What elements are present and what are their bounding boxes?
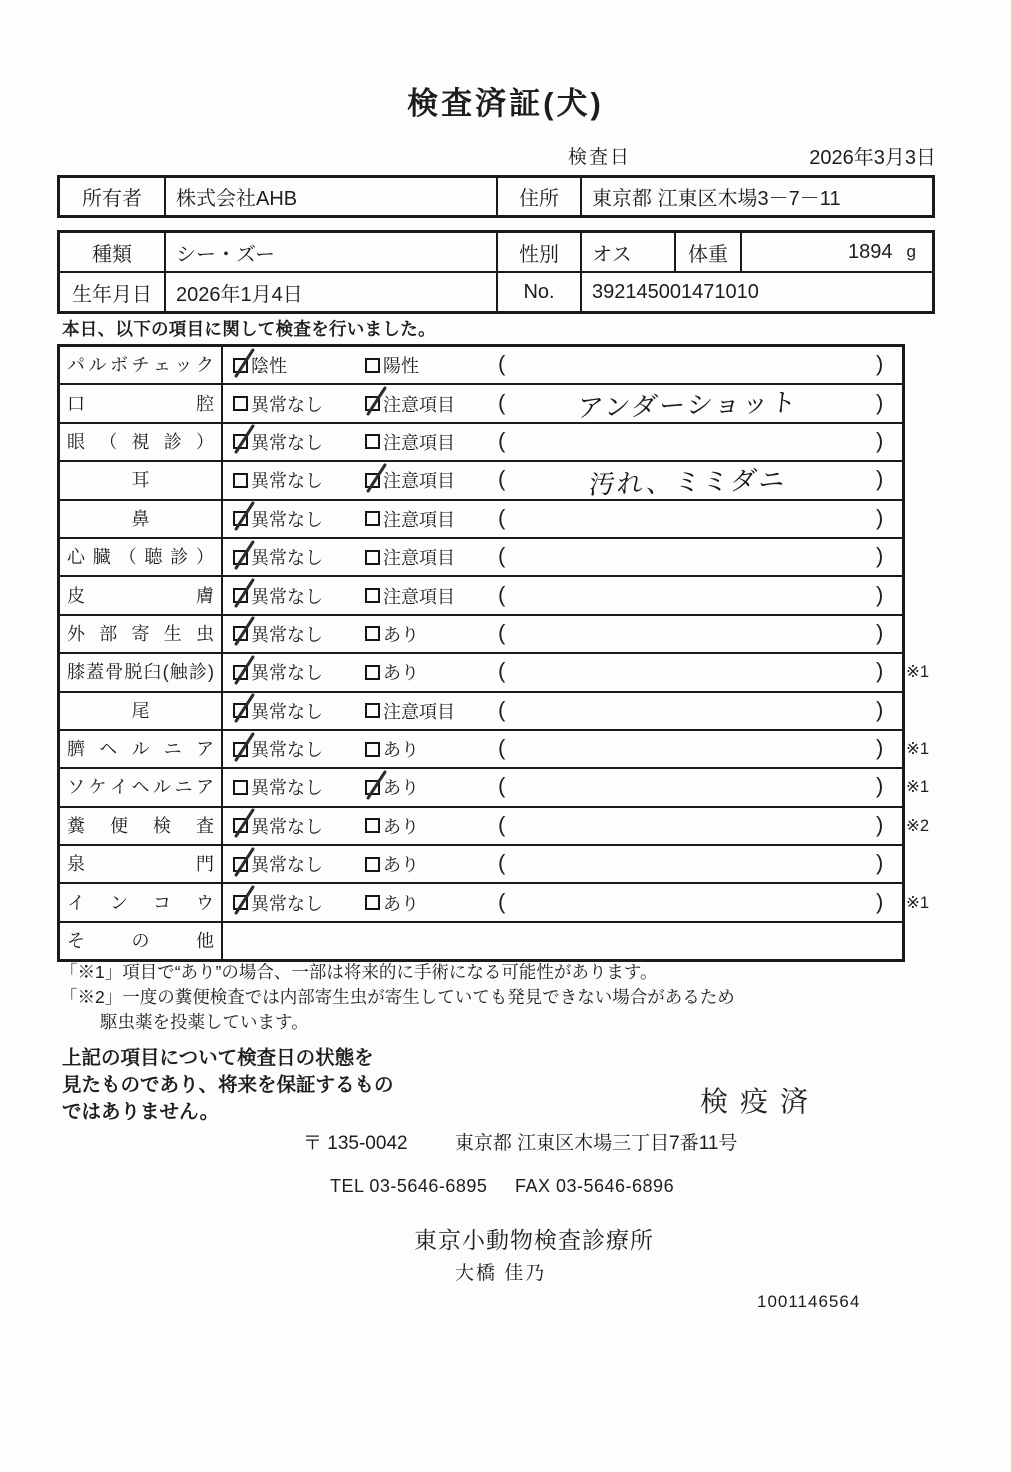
quarantine-stamp: 検疫済 xyxy=(700,1086,821,1117)
birthdate-value: 2026年1月4日 xyxy=(166,273,498,311)
exam-row xyxy=(60,539,902,577)
exam-option xyxy=(233,654,323,690)
exam-option xyxy=(233,577,323,613)
exam-option xyxy=(233,616,323,652)
exam-option xyxy=(233,846,323,882)
exam-row-body xyxy=(223,577,902,613)
note-paren-open: ( xyxy=(498,619,506,645)
exam-option xyxy=(233,347,287,383)
exam-option xyxy=(365,769,419,805)
note-paren-close: ) xyxy=(876,696,884,722)
note-paren-open: ( xyxy=(498,696,506,722)
checkbox-unchecked[interactable] xyxy=(365,703,380,718)
exam-row xyxy=(60,577,902,615)
intro-text: 本日、以下の項目に関して検査を行いました。 xyxy=(62,319,436,339)
note-paren-open: ( xyxy=(498,581,506,607)
note-paren-open: ( xyxy=(498,504,506,530)
disclaimer xyxy=(62,1045,394,1126)
exam-item-label: 外 部 寄 生 虫 xyxy=(60,616,223,652)
note-paren-open: ( xyxy=(498,811,506,837)
exam-option xyxy=(365,884,419,920)
animal-info-table xyxy=(57,230,935,314)
page-title: 検査済証(犬) xyxy=(407,86,604,121)
exam-row xyxy=(60,654,930,692)
exam-option xyxy=(365,539,455,575)
checkbox-unchecked[interactable] xyxy=(365,358,380,373)
checkbox-checked[interactable] xyxy=(233,818,248,833)
exam-row xyxy=(60,769,930,807)
note-paren-close: ) xyxy=(876,427,884,453)
note-paren-close: ) xyxy=(876,850,884,876)
note-paren-open: ( xyxy=(498,543,506,569)
checkbox-unchecked[interactable] xyxy=(233,473,248,488)
note-paren-close: ) xyxy=(876,504,884,530)
exam-date-value: 2026年3月3日 xyxy=(809,147,936,169)
checkbox-label: あり xyxy=(383,778,419,799)
clinic-name: 東京小動物検査診療所 xyxy=(414,1227,654,1253)
exam-option xyxy=(365,731,419,767)
checkbox-unchecked[interactable] xyxy=(365,665,380,680)
exam-row xyxy=(60,462,902,500)
exam-row-body xyxy=(223,347,902,383)
exam-item-label: 心 臓 （ 聴 診 ） xyxy=(60,539,223,575)
exam-option xyxy=(365,577,455,613)
owner-address-label: 住所 xyxy=(498,178,582,215)
exam-item-label: イ ン コ ウ xyxy=(60,884,223,920)
exam-option xyxy=(365,693,455,729)
checkbox-label: 異常なし xyxy=(251,471,323,492)
note-paren-close: ) xyxy=(876,351,884,377)
note-paren-open: ( xyxy=(498,735,506,761)
checkbox-label: 異常なし xyxy=(251,778,323,799)
checkbox-checked[interactable] xyxy=(233,742,248,757)
note-paren-close: ) xyxy=(876,581,884,607)
exam-row-body xyxy=(223,731,902,767)
exam-option xyxy=(365,347,419,383)
reference-mark: ※1 xyxy=(906,778,930,797)
checkbox-unchecked[interactable] xyxy=(233,780,248,795)
note-paren-open: ( xyxy=(498,351,506,377)
weight-number: 1894 xyxy=(848,240,893,263)
exam-option xyxy=(233,731,323,767)
checkbox-label: 異常なし xyxy=(251,816,323,837)
checkbox-label: あり xyxy=(383,816,419,837)
sex-value: オス xyxy=(582,233,676,271)
exam-option xyxy=(233,424,323,460)
checkbox-label: 陰性 xyxy=(251,356,287,377)
exam-row-body xyxy=(223,808,902,844)
owner-table xyxy=(57,175,935,218)
checkbox-label: 異常なし xyxy=(251,509,323,530)
checkbox-checked[interactable] xyxy=(233,550,248,565)
footnote-2-continued: 駆虫薬を投薬しています。 xyxy=(100,1012,309,1032)
exam-row xyxy=(60,731,930,769)
exam-item-label: 眼 （ 視 診 ） xyxy=(60,424,223,460)
checkbox-checked[interactable] xyxy=(233,665,248,680)
exam-option xyxy=(365,846,419,882)
reference-mark: ※1 xyxy=(906,663,930,682)
reference-mark: ※1 xyxy=(906,740,930,759)
note-paren-close: ) xyxy=(876,658,884,684)
reference-mark: ※1 xyxy=(906,893,930,912)
clinic-postal-code: 〒 135-0042 xyxy=(303,1133,408,1154)
checkbox-label: 異常なし xyxy=(251,394,323,415)
checkbox-checked[interactable] xyxy=(233,703,248,718)
checkbox-checked[interactable] xyxy=(233,626,248,641)
checkbox-label: あり xyxy=(383,740,419,761)
note-paren-close: ) xyxy=(876,888,884,914)
checkbox-checked[interactable] xyxy=(233,511,248,526)
note-paren-close: ) xyxy=(876,619,884,645)
exam-row-body xyxy=(223,385,902,424)
exam-option xyxy=(365,654,419,690)
checkbox-label: 異常なし xyxy=(251,663,323,684)
checkbox-unchecked[interactable] xyxy=(365,588,380,603)
exam-row xyxy=(60,923,902,959)
exam-row-body xyxy=(223,539,902,575)
exam-row xyxy=(60,347,902,385)
disclaimer-line-1: 上記の項目について検査日の状態を xyxy=(62,1047,374,1069)
checkbox-label: 陽性 xyxy=(383,356,419,377)
veterinarian-name: 大橋 佳乃 xyxy=(455,1263,547,1284)
checkbox-checked[interactable] xyxy=(233,588,248,603)
reference-mark: ※2 xyxy=(906,816,930,835)
exam-option xyxy=(233,501,323,537)
exam-option xyxy=(365,462,455,498)
note-paren-close: ) xyxy=(876,773,884,799)
exam-option xyxy=(233,693,323,729)
checkbox-label: あり xyxy=(383,855,419,876)
note-paren-open: ( xyxy=(498,466,506,492)
sex-label: 性別 xyxy=(498,233,582,271)
checkbox-label: 異常なし xyxy=(251,893,323,914)
exam-row-body xyxy=(223,884,902,920)
exam-row xyxy=(60,884,930,922)
exam-row xyxy=(60,424,902,462)
note-paren-open: ( xyxy=(498,888,506,914)
checkbox-label: 注意項目 xyxy=(383,509,455,530)
note-paren-close: ) xyxy=(876,466,884,492)
handwritten-note: 汚れ、ミミダニ xyxy=(587,464,789,500)
exam-item-label: 泉 門 xyxy=(60,846,223,882)
exam-row xyxy=(60,693,902,731)
exam-option xyxy=(233,808,323,844)
exam-row xyxy=(60,385,902,423)
exam-item-label: そ の 他 xyxy=(60,923,223,959)
checkbox-unchecked[interactable] xyxy=(365,511,380,526)
checkbox-unchecked[interactable] xyxy=(365,550,380,565)
checkbox-checked[interactable] xyxy=(365,473,380,488)
breed-value: シー・ズー xyxy=(166,233,498,271)
clinic-address: 東京都 江東区木場三丁目7番11号 xyxy=(454,1133,738,1154)
disclaimer-line-3: ではありません。 xyxy=(62,1101,220,1123)
checkbox-label: あり xyxy=(383,624,419,645)
certificate-no-label: No. xyxy=(498,273,582,311)
note-paren-open: ( xyxy=(498,850,506,876)
clinic-postal-line xyxy=(303,1128,737,1155)
clinic-contact-line xyxy=(330,1176,674,1197)
checkbox-label: 注意項目 xyxy=(383,586,455,607)
exam-item-label: ソ ケ イ ヘ ル ニ ア xyxy=(60,769,223,805)
checkbox-unchecked[interactable] xyxy=(365,626,380,641)
exam-item-label: 鼻 xyxy=(60,501,223,537)
checkbox-label: 注意項目 xyxy=(383,394,455,415)
exam-item-label: 糞 便 検 査 xyxy=(60,808,223,844)
checkbox-unchecked[interactable] xyxy=(365,895,380,910)
breed-label: 種類 xyxy=(60,233,166,271)
exam-row-body xyxy=(223,769,902,805)
checkbox-unchecked[interactable] xyxy=(365,857,380,872)
owner-address: 東京都 江東区木場3－7－11 xyxy=(592,188,841,210)
footnotes xyxy=(60,960,735,1035)
certificate-no-value: 392145001471010 xyxy=(592,280,759,303)
weight-unit: g xyxy=(906,242,916,261)
checkbox-unchecked[interactable] xyxy=(365,742,380,757)
exam-option xyxy=(233,769,323,805)
exam-row xyxy=(60,616,902,654)
exam-option xyxy=(365,385,455,421)
note-paren-close: ) xyxy=(876,811,884,837)
checkbox-label: あり xyxy=(383,663,419,684)
checkbox-label: 注意項目 xyxy=(383,701,455,722)
exam-item-label: パ ル ボ チ ェ ッ ク xyxy=(60,347,223,383)
checkbox-label: 異常なし xyxy=(251,740,323,761)
exam-row-body xyxy=(223,846,902,882)
clinic-fax: FAX 03-5646-6896 xyxy=(514,1176,675,1196)
checkbox-label: あり xyxy=(383,893,419,914)
checkbox-checked[interactable] xyxy=(365,780,380,795)
checkbox-label: 異常なし xyxy=(251,624,323,645)
checkbox-checked[interactable] xyxy=(233,857,248,872)
checkbox-label: 異常なし xyxy=(251,855,323,876)
exam-option xyxy=(365,501,455,537)
exam-item-label: 口 腔 xyxy=(60,385,223,421)
exam-row xyxy=(60,808,930,846)
exam-checklist-table xyxy=(57,344,930,962)
exam-option xyxy=(233,539,323,575)
note-paren-close: ) xyxy=(876,543,884,569)
exam-item-label: 耳 xyxy=(60,462,223,498)
note-paren-open: ( xyxy=(498,773,506,799)
checkbox-label: 異常なし xyxy=(251,701,323,722)
checkbox-checked[interactable] xyxy=(233,895,248,910)
exam-item-label: 尾 xyxy=(60,693,223,729)
birthdate-label: 生年月日 xyxy=(60,273,166,311)
exam-option xyxy=(365,616,419,652)
note-paren-open: ( xyxy=(498,427,506,453)
serial-number: 1001146564 xyxy=(757,1292,861,1311)
checkbox-label: 注意項目 xyxy=(383,548,455,569)
note-paren-open: ( xyxy=(498,389,506,415)
footnote-1: 「※1」項目で“あり”の場合、一部は将来的に手術になる可能性があります。 xyxy=(60,962,658,982)
exam-item-label: 皮 膚 xyxy=(60,577,223,613)
exam-item-label: 膝 蓋 骨 脱 臼 ( 触 診 ) xyxy=(60,654,223,690)
exam-row-body xyxy=(223,501,902,537)
exam-row xyxy=(60,501,902,539)
checkbox-checked[interactable] xyxy=(365,396,380,411)
exam-row xyxy=(60,846,902,884)
disclaimer-line-2: 見たものであり、将来を保証するもの xyxy=(62,1074,394,1096)
note-paren-close: ) xyxy=(876,735,884,761)
note-paren-close: ) xyxy=(876,389,884,415)
checkbox-label: 注意項目 xyxy=(383,432,455,453)
exam-date-label: 検査日 xyxy=(568,147,632,168)
exam-option xyxy=(233,884,323,920)
owner-name: 株式会社AHB xyxy=(166,178,498,215)
weight-value xyxy=(742,233,932,271)
checkbox-checked[interactable] xyxy=(233,358,248,373)
checkbox-label: 注意項目 xyxy=(383,471,455,492)
exam-option xyxy=(365,424,455,460)
exam-row-body xyxy=(223,462,902,498)
handwritten-note: アンダーショット xyxy=(575,387,800,424)
footnote-2: 「※2」一度の糞便検査では内部寄生虫が寄生していても発見できない場合があるため xyxy=(60,987,735,1007)
exam-option xyxy=(233,385,323,421)
note-paren-open: ( xyxy=(498,658,506,684)
clinic-tel: TEL 03-5646-6895 xyxy=(330,1176,488,1196)
checkbox-unchecked[interactable] xyxy=(233,396,248,411)
owner-label: 所有者 xyxy=(60,178,166,215)
checkbox-unchecked[interactable] xyxy=(365,434,380,449)
checkbox-checked[interactable] xyxy=(233,434,248,449)
exam-option xyxy=(365,808,419,844)
exam-item-label: 臍 ヘ ル ニ ア xyxy=(60,731,223,767)
exam-option xyxy=(233,462,323,498)
exam-row-body xyxy=(223,424,902,460)
exam-row-body xyxy=(223,693,902,729)
weight-label: 体重 xyxy=(676,233,742,271)
exam-row-body xyxy=(223,616,902,652)
checkbox-label: 異常なし xyxy=(251,432,323,453)
exam-row-body xyxy=(223,654,902,690)
exam-row-body xyxy=(223,923,902,959)
checkbox-unchecked[interactable] xyxy=(365,818,380,833)
checkbox-label: 異常なし xyxy=(251,586,323,607)
checkbox-label: 異常なし xyxy=(251,548,323,569)
